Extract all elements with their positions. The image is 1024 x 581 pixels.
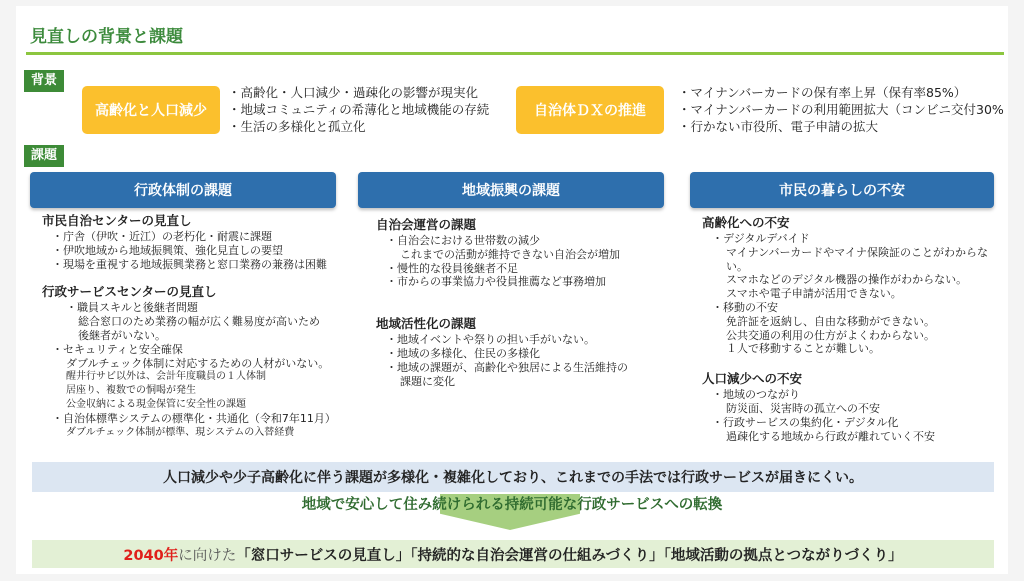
target-year: 2040年 (123, 547, 179, 564)
administration-issues (42, 212, 342, 439)
goals-prefix: に向けた (178, 547, 237, 564)
list-item: ・行政サービスの集約化・デジタル化 (712, 415, 899, 429)
citizens-issues (702, 214, 1002, 443)
background-tag: 背景 (24, 70, 64, 92)
list-item: ・慢性的な役員後継者不足 (386, 261, 518, 275)
regional-issues (376, 216, 676, 388)
list-item: マイナンバーカードやマイナ保険証のことがわからない。 (726, 245, 989, 273)
list-item: 総合窓口のため業務の幅が広く難易度が高いため (78, 315, 320, 329)
list-item: ・伊吹地域から地域振興策、強化見直しの要望 (52, 243, 283, 257)
list-item: 防災面、災害時の孤立への不安 (726, 401, 880, 415)
background-list-2-item: ・行かない市役所、電子申請の拡大 (678, 119, 879, 134)
slide (16, 6, 1008, 574)
transformation-statement: 地域で安心して住み続けられる持続可能な行政サービスへの転換 (301, 497, 723, 513)
list-item: ・デジタルデバイド (712, 232, 810, 245)
list-item: ・庁舎（伊吹・近江）の老朽化・耐震に課題 (52, 230, 272, 243)
list-item: 公共交通の利用の仕方がよくわからない。 (726, 328, 935, 342)
list-item: ・自治体標準システムの標準化・共通化（令和7年11月） (52, 411, 336, 425)
section-heading: 行政サービスセンターの見直し (42, 284, 217, 300)
column-header-administration: 行政体制の課題 (30, 172, 336, 208)
list-item: これまでの活動が維持できない自治会が増加 (400, 247, 620, 261)
list-item: ・移動の不安 (712, 300, 778, 314)
list-item: 後継者がいない。 (78, 328, 166, 342)
list-item: 課題に変化 (400, 374, 455, 388)
section-heading: 地域活性化の課題 (376, 316, 477, 332)
list-item: 醒井行サビ以外は、会計年度職員の１人体制 (66, 371, 266, 383)
section-heading: 市民自治センターの見直し (42, 213, 192, 228)
list-item: ・現場を重視する地域振興業務と窓口業務の兼務は困難 (52, 257, 327, 271)
list-item: ・職員スキルと後継者問題 (66, 301, 198, 315)
list-item: ダブルチェック体制が標準、現システムの入替経費 (66, 426, 295, 438)
issues-tag: 課題 (24, 145, 64, 167)
background-list-1-item: ・生活の多様化と孤立化 (228, 119, 366, 134)
list-item: ・市からの事業協力や役員推薦など事務増加 (386, 275, 606, 289)
list-item: 過疎化する地域から行政が離れていく不安 (726, 429, 935, 443)
list-item: 公金収納による現金保管に安全性の課題 (66, 398, 246, 410)
list-item: １人で移動することが難しい。 (726, 342, 880, 356)
section-heading: 人口減少への不安 (702, 371, 803, 387)
section-heading: 高齢化への不安 (702, 215, 790, 230)
list-item: ・地域の多様化、住民の多様化 (386, 346, 540, 360)
background-list-2-item: ・マイナンバーカードの利用範囲拡大（コンビニ交付30% (678, 102, 1004, 117)
column-header-regional: 地域振興の課題 (358, 172, 664, 208)
list-item: 免許証を返納し、自由な移動ができない。 (726, 314, 935, 328)
background-list-1-item: ・高齢化・人口減少・過疎化の影響が現実化 (228, 85, 479, 100)
list-item: スマホや電子申請が活用できない。 (726, 287, 902, 301)
aging-depopulation-box: 高齢化と人口減少 (82, 86, 220, 134)
summary-banner: 人口減少や少子高齢化に伴う課題が多様化・複雑化しており、これまでの手法では行政サービスが届きにくい。 (32, 462, 994, 492)
list-item: スマホなどのデジタル機器の操作がわからない。 (726, 273, 968, 287)
background-list-2-item: ・マイナンバーカードの保有率上昇（保有率85%） (678, 85, 967, 100)
page-title: 見直しの背景と課題 (30, 27, 183, 47)
title-divider (26, 52, 1004, 55)
background-list-1 (228, 84, 489, 135)
background-list-1-item: ・地域コミュニティの希薄化と地域機能の存続 (228, 102, 490, 117)
goals-text: 「窓口サービスの見直し」「持続的な自治会運営の仕組みづくり」「地域活動の拠点とつながりづくり」 (236, 547, 903, 564)
list-item: ・自治会における世帯数の減少 (386, 234, 540, 247)
list-item: ・地域のつながり (712, 388, 800, 402)
list-item: ダブルチェック体制に対応するための人材がいない。 (66, 356, 330, 370)
list-item: 居座り、複数での恫喝が発生 (66, 385, 196, 397)
list-item: ・地域イベントや祭りの担い手がいない。 (386, 333, 595, 347)
list-item: ・セキュリティと安全確保 (52, 342, 183, 356)
section-heading: 自治会運営の課題 (376, 217, 477, 232)
list-item: ・地域の課題が、高齢化や独居による生活維持の (386, 360, 628, 374)
goals-banner (32, 540, 994, 568)
background-list-2 (678, 84, 1004, 135)
column-header-citizens: 市民の暮らしの不安 (690, 172, 994, 208)
municipal-dx-box: 自治体ＤＸの推進 (516, 86, 664, 134)
